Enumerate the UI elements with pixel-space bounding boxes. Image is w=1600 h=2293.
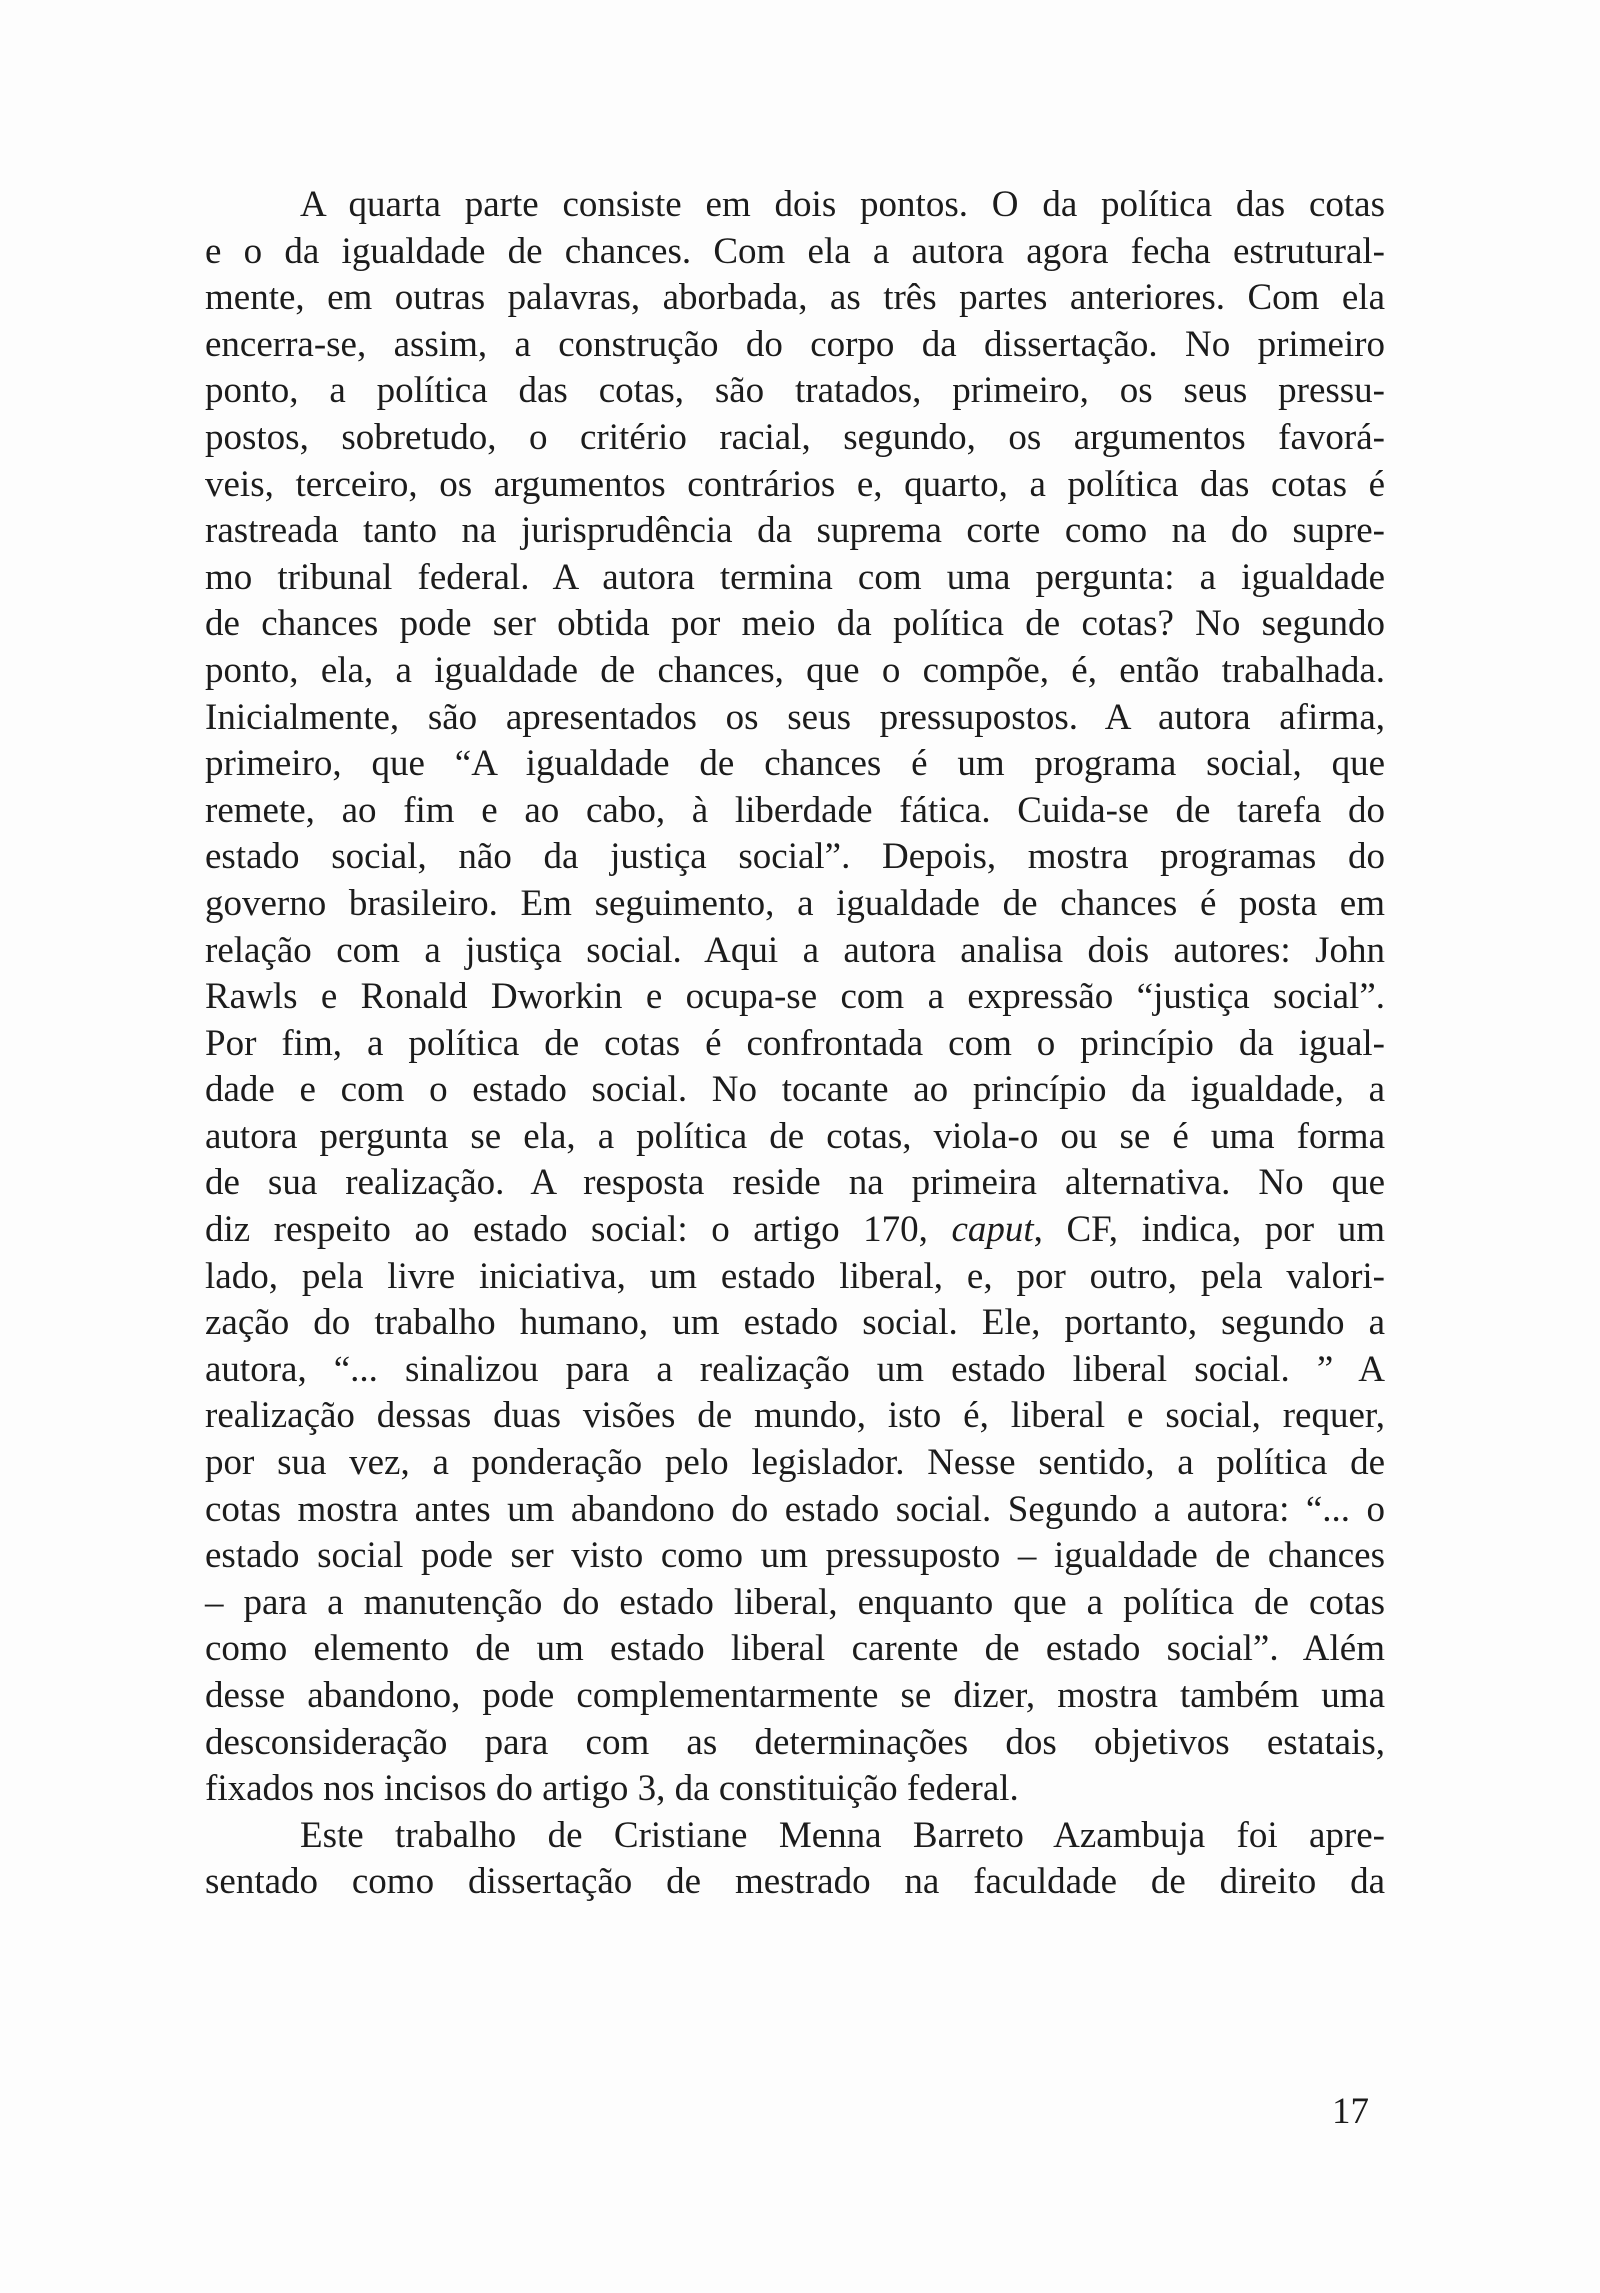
text-line: lado, pela livre iniciativa, um estado liberal, e, por outro, pela valori-	[205, 1255, 1385, 1297]
text-line: Este trabalho de Cristiane Menna Barreto Azambuja foi apre-	[300, 1814, 1385, 1856]
paragraph-2	[205, 1813, 1385, 1906]
text-line: Inicialmente, são apresentados os seus pressupostos. A autora afirma,	[205, 696, 1385, 738]
text-line: ponto, ela, a igualdade de chances, que o compõe, é, então trabalhada.	[205, 649, 1385, 691]
text-line: como elemento de um estado liberal carente de estado social”. Além	[205, 1628, 1385, 1670]
text-line: estado social pode ser visto como um pressuposto – igualdade de chances	[205, 1535, 1385, 1577]
text-line: postos, sobretudo, o critério racial, segundo, os argumentos favorá-	[205, 416, 1385, 458]
text-line: sentado como dissertação de mestrado na faculdade de direito da	[205, 1861, 1385, 1903]
text-line: por sua vez, a ponderação pelo legislador. Nesse sentido, a política de	[205, 1442, 1385, 1484]
text-line: de sua realização. A resposta reside na primeira alternativa. No que	[205, 1162, 1385, 1204]
text-line: Por fim, a política de cotas é confrontada com o princípio da igual-	[205, 1022, 1385, 1064]
text-line: rastreada tanto na jurisprudência da suprema corte como na do supre-	[205, 510, 1385, 552]
text-line: Rawls e Ronald Dworkin e ocupa-se com a expressão “justiça social”.	[205, 976, 1385, 1018]
text-line-with-italic: diz respeito ao estado social: o artigo 170, caput, CF, indica, por um	[205, 1209, 1385, 1251]
body-text	[205, 182, 1385, 1906]
text-line: zação do trabalho humano, um estado social. Ele, portanto, segundo a	[205, 1302, 1385, 1344]
text-line: veis, terceiro, os argumentos contrários e, quarto, a política das cotas é	[205, 463, 1385, 505]
paragraph-1	[205, 182, 1385, 1813]
text-line: mente, em outras palavras, aborbada, as três partes anteriores. Com ela	[205, 277, 1385, 319]
text-line: remete, ao fim e ao cabo, à liberdade fática. Cuida-se de tarefa do	[205, 789, 1385, 831]
text-line: governo brasileiro. Em seguimento, a igualdade de chances é posta em	[205, 882, 1385, 924]
text-line: encerra-se, assim, a construção do corpo da dissertação. No primeiro	[205, 323, 1385, 365]
text-line: A quarta parte consiste em dois pontos. O da política das cotas	[300, 184, 1385, 225]
text-line: de chances pode ser obtida por meio da política de cotas? No segundo	[205, 603, 1385, 645]
text-line: e o da igualdade de chances. Com ela a autora agora fecha estrutural-	[205, 230, 1385, 272]
text-line: autora, “... sinalizou para a realização um estado liberal social. ” A	[205, 1348, 1385, 1390]
text-line: – para a manutenção do estado liberal, enquanto que a política de cotas	[205, 1581, 1385, 1623]
text-line: relação com a justiça social. Aqui a autora analisa dois autores: John	[205, 929, 1385, 971]
text-line: primeiro, que “A igualdade de chances é um programa social, que	[205, 743, 1385, 785]
text-line: desconsideração para com as determinações dos objetivos estatais,	[205, 1721, 1385, 1763]
text-line: fixados nos incisos do artigo 3, da constituição federal.	[205, 1768, 1019, 1810]
page-number: 17	[1332, 2091, 1369, 2132]
text-line: mo tribunal federal. A autora termina com uma pergunta: a igualdade	[205, 556, 1385, 598]
text-line: estado social, não da justiça social”. Depois, mostra programas do	[205, 836, 1385, 878]
text-line: dade e com o estado social. No tocante ao princípio da igualdade, a	[205, 1069, 1385, 1111]
text-line: realização dessas duas visões de mundo, isto é, liberal e social, requer,	[205, 1395, 1385, 1437]
text-line: autora pergunta se ela, a política de cotas, viola-o ou se é uma forma	[205, 1115, 1385, 1157]
text-line: ponto, a política das cotas, são tratados, primeiro, os seus pressu-	[205, 370, 1385, 412]
text-line: cotas mostra antes um abandono do estado social. Segundo a autora: “... o	[205, 1488, 1385, 1530]
text-line: desse abandono, pode complementarmente se dizer, mostra também uma	[205, 1675, 1385, 1716]
